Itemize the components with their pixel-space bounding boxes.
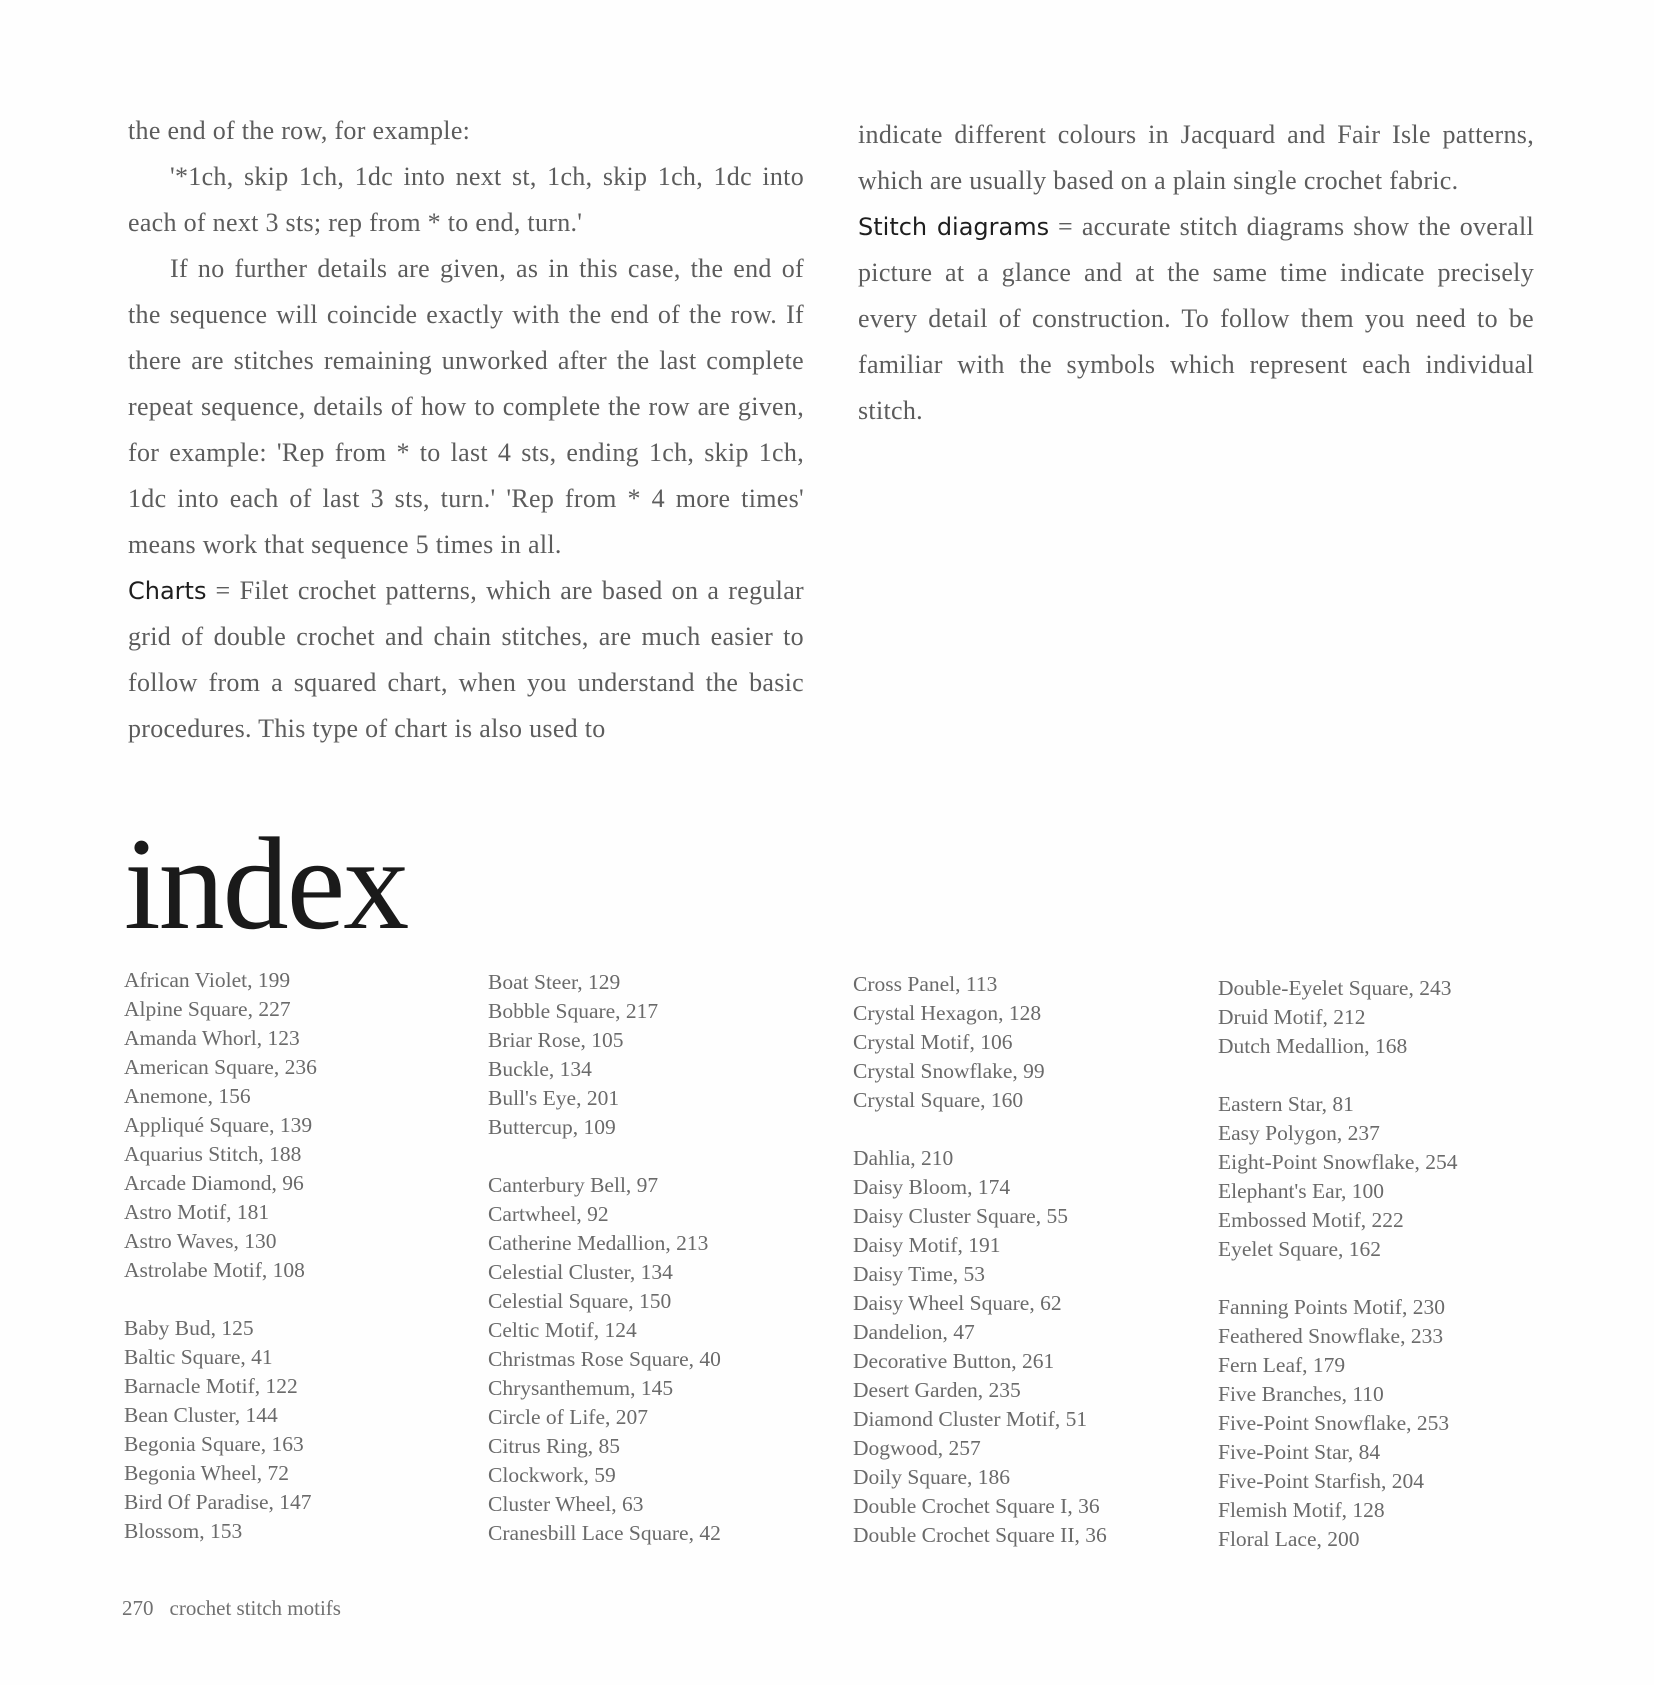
paragraph-example: '*1ch, skip 1ch, 1dc into next st, 1ch, skip 1ch, 1dc into each of next 3 sts; rep from * to end, turn.'	[128, 162, 804, 237]
index-entry: Arcade Diamond, 96	[124, 1171, 304, 1195]
index-entry: Astro Motif, 181	[124, 1200, 270, 1224]
index-entry: Daisy Cluster Square, 55	[853, 1204, 1068, 1228]
index-entry: Five-Point Star, 84	[1218, 1440, 1381, 1464]
index-entry: Bobble Square, 217	[488, 999, 659, 1023]
index-entry: Circle of Life, 207	[488, 1405, 649, 1429]
index-entry: Diamond Cluster Motif, 51	[853, 1407, 1088, 1431]
index-entry: Bird Of Paradise, 147	[124, 1490, 312, 1514]
index-group	[853, 970, 1193, 1115]
index-entry: Celtic Motif, 124	[488, 1318, 637, 1342]
index-group	[1218, 1293, 1558, 1554]
paragraph-row-end: the end of the row, for example:	[128, 116, 471, 145]
charts-definition: = Filet crochet patterns, which are based on a regular grid of double crochet and chain stitches, are much easier to follow from a squared chart, when you understand the basic procedures. This type of chart is also used to	[128, 576, 804, 743]
page-number: 270	[122, 1596, 154, 1620]
index-entry: Begonia Square, 163	[124, 1432, 304, 1456]
index-group	[124, 1314, 464, 1546]
term-stitch-diagrams: Stitch diagrams	[858, 213, 1050, 241]
index-entry: Double-Eyelet Square, 243	[1218, 976, 1452, 1000]
index-column-2	[488, 968, 828, 1577]
index-entry: Barnacle Motif, 122	[124, 1374, 298, 1398]
index-entry: Anemone, 156	[124, 1084, 251, 1108]
index-group	[124, 966, 464, 1285]
index-entry: Crystal Square, 160	[853, 1088, 1024, 1112]
index-entry: Flemish Motif, 128	[1218, 1498, 1385, 1522]
index-entry: Baltic Square, 41	[124, 1345, 273, 1369]
index-entry: Double Crochet Square I, 36	[853, 1494, 1100, 1518]
index-entry: Dandelion, 47	[853, 1320, 975, 1344]
stitch-diagrams-definition: = accurate stitch diagrams show the overall picture at a glance and at the same time indicate precisely every detail of construction. To follow them you need to be familiar with the symbols which represent each individual stitch.	[858, 212, 1534, 425]
index-entry: Cartwheel, 92	[488, 1202, 609, 1226]
index-entry: Five Branches, 110	[1218, 1382, 1384, 1406]
paragraph-charts	[128, 568, 804, 752]
index-entry: Daisy Time, 53	[853, 1262, 986, 1286]
index-entry: Eight-Point Snowflake, 254	[1218, 1150, 1458, 1174]
running-title: crochet stitch motifs	[169, 1596, 341, 1620]
index-column-3	[853, 970, 1193, 1579]
index-entry: Five-Point Starfish, 204	[1218, 1469, 1425, 1493]
index-entry: African Violet, 199	[124, 968, 291, 992]
index-entry: Astro Waves, 130	[124, 1229, 277, 1253]
index-entry: Alpine Square, 227	[124, 997, 291, 1021]
index-entry: Cross Panel, 113	[853, 972, 998, 996]
index-entry: Double Crochet Square II, 36	[853, 1523, 1107, 1547]
index-entry: Crystal Motif, 106	[853, 1030, 1013, 1054]
paragraph-sequence-details: If no further details are given, as in this case, the end of the sequence will coincide exactly with the end of the row. If there are stitches remaining unworked after the last complete repeat sequence, details of how to complete the row are given, for example: 'Rep from * to last 4 sts, ending 1ch, skip 1ch, 1dc into each of last 3 sts, turn.' 'Rep from * 4 more times' means work that sequence 5 times in all.	[128, 254, 804, 559]
index-entry: Baby Bud, 125	[124, 1316, 254, 1340]
index-entry: Druid Motif, 212	[1218, 1005, 1366, 1029]
index-group	[488, 1171, 828, 1548]
paragraph-stitch-diagrams	[858, 204, 1534, 434]
index-entry: Christmas Rose Square, 40	[488, 1347, 721, 1371]
index-entry: Dogwood, 257	[853, 1436, 981, 1460]
index-entry: Catherine Medallion, 213	[488, 1231, 709, 1255]
index-entry: Cranesbill Lace Square, 42	[488, 1521, 721, 1545]
index-group	[853, 1144, 1193, 1550]
index-entry: Five-Point Snowflake, 253	[1218, 1411, 1450, 1435]
index-entry: Dutch Medallion, 168	[1218, 1034, 1408, 1058]
index-entry: Floral Lace, 200	[1218, 1527, 1360, 1551]
index-entry: Bull's Eye, 201	[488, 1086, 620, 1110]
index-entry: Buckle, 134	[488, 1057, 592, 1081]
index-entry: Embossed Motif, 222	[1218, 1208, 1404, 1232]
index-heading: index	[124, 810, 408, 957]
index-entry: Boat Steer, 129	[488, 970, 621, 994]
index-entry: Elephant's Ear, 100	[1218, 1179, 1385, 1203]
index-entry: Briar Rose, 105	[488, 1028, 624, 1052]
index-entry: Canterbury Bell, 97	[488, 1173, 659, 1197]
body-text-left-column	[128, 108, 804, 752]
index-entry: Aquarius Stitch, 188	[124, 1142, 302, 1166]
index-entry: Daisy Wheel Square, 62	[853, 1291, 1062, 1315]
index-entry: Daisy Motif, 191	[853, 1233, 1001, 1257]
index-entry: Cluster Wheel, 63	[488, 1492, 644, 1516]
index-entry: Eyelet Square, 162	[1218, 1237, 1381, 1261]
index-entry: Blossom, 153	[124, 1519, 243, 1543]
index-entry: Citrus Ring, 85	[488, 1434, 621, 1458]
term-charts: Charts	[128, 577, 207, 605]
index-entry: Celestial Square, 150	[488, 1289, 672, 1313]
index-column-4	[1218, 974, 1558, 1583]
index-entry: Chrysanthemum, 145	[488, 1376, 674, 1400]
index-entry: Fanning Points Motif, 230	[1218, 1295, 1445, 1319]
index-entry: Crystal Hexagon, 128	[853, 1001, 1042, 1025]
page-footer	[122, 1596, 341, 1621]
index-entry: Appliqué Square, 139	[124, 1113, 313, 1137]
index-entry: Daisy Bloom, 174	[853, 1175, 1011, 1199]
paragraph-colours: indicate different colours in Jacquard and Fair Isle patterns, which are usually based on a plain single crochet fabric.	[858, 120, 1534, 195]
index-entry: Bean Cluster, 144	[124, 1403, 278, 1427]
index-group	[1218, 1090, 1558, 1264]
index-entry: Fern Leaf, 179	[1218, 1353, 1346, 1377]
index-entry: Doily Square, 186	[853, 1465, 1011, 1489]
index-group	[1218, 974, 1558, 1061]
index-entry: Dahlia, 210	[853, 1146, 954, 1170]
index-entry: Easy Polygon, 237	[1218, 1121, 1380, 1145]
index-entry: Amanda Whorl, 123	[124, 1026, 300, 1050]
index-entry: Crystal Snowflake, 99	[853, 1059, 1045, 1083]
index-entry: Begonia Wheel, 72	[124, 1461, 289, 1485]
index-entry: Buttercup, 109	[488, 1115, 616, 1139]
index-entry: Eastern Star, 81	[1218, 1092, 1354, 1116]
index-entry: Celestial Cluster, 134	[488, 1260, 673, 1284]
index-group	[488, 968, 828, 1142]
index-entry: Clockwork, 59	[488, 1463, 616, 1487]
index-entry: Desert Garden, 235	[853, 1378, 1021, 1402]
body-text-right-column	[858, 112, 1534, 434]
index-entry: Feathered Snowflake, 233	[1218, 1324, 1444, 1348]
index-entry: Decorative Button, 261	[853, 1349, 1055, 1373]
index-column-1	[124, 966, 464, 1575]
index-entry: American Square, 236	[124, 1055, 317, 1079]
index-entry: Astrolabe Motif, 108	[124, 1258, 305, 1282]
